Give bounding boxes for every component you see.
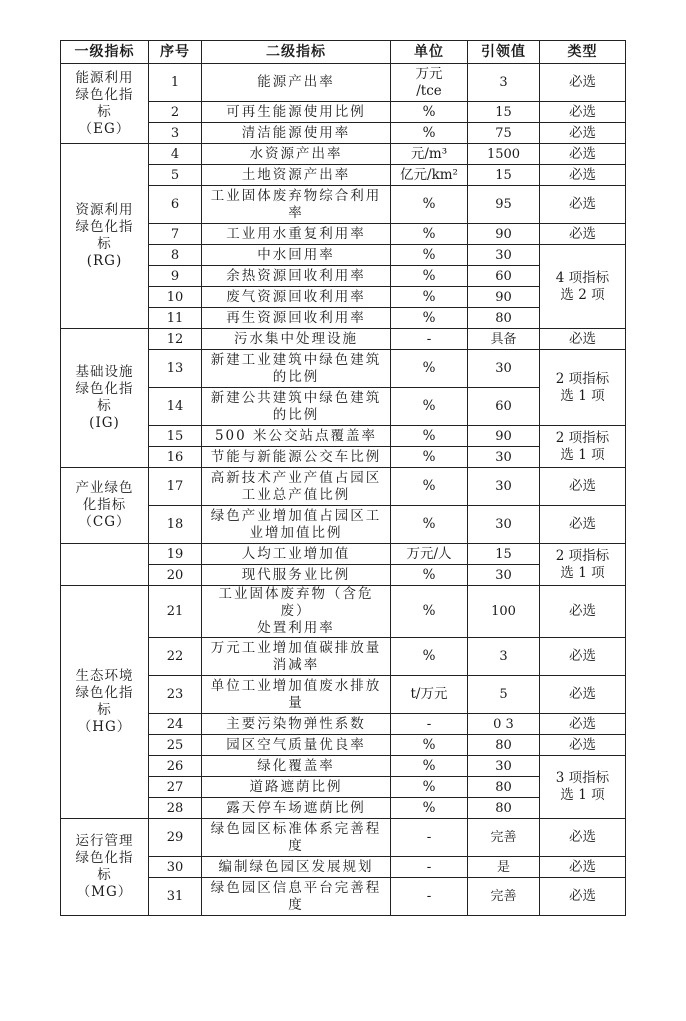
table-row	[61, 329, 626, 350]
unit-cell: %	[391, 798, 468, 819]
target-value-cell: 30	[468, 468, 540, 506]
type-cell: 必选	[540, 506, 626, 544]
type-cell: 3 项指标 选 1 项	[540, 756, 626, 819]
header-target-value: 引领值	[468, 41, 540, 64]
level2-indicator-cell: 再生资源回收利用率	[202, 308, 391, 329]
level2-indicator-cell: 废气资源回收利用率	[202, 287, 391, 308]
target-value-cell: 3	[468, 638, 540, 676]
serial-number-cell: 23	[149, 676, 202, 714]
unit-cell: %	[391, 506, 468, 544]
target-value-cell: 具备	[468, 329, 540, 350]
level2-indicator-cell: 绿色园区信息平台完善程 度	[202, 878, 391, 916]
type-cell: 必选	[540, 714, 626, 735]
serial-number-cell: 7	[149, 224, 202, 245]
level1-indicator-cell: 资源利用 绿色化指 标 (RG)	[61, 144, 149, 329]
level2-indicator-cell: 绿色园区标准体系完善程 度	[202, 819, 391, 857]
serial-number-cell: 20	[149, 565, 202, 586]
unit-cell: 万元/人	[391, 544, 468, 565]
type-cell: 必选	[540, 468, 626, 506]
serial-number-cell: 17	[149, 468, 202, 506]
serial-number-cell: 5	[149, 165, 202, 186]
table-row	[61, 819, 626, 857]
serial-number-cell: 30	[149, 857, 202, 878]
level2-indicator-cell: 土地资源产出率	[202, 165, 391, 186]
serial-number-cell: 14	[149, 388, 202, 426]
type-cell: 必选	[540, 329, 626, 350]
target-value-cell: 90	[468, 287, 540, 308]
serial-number-cell: 27	[149, 777, 202, 798]
level2-indicator-cell: 编制绿色园区发展规划	[202, 857, 391, 878]
target-value-cell: 3	[468, 64, 540, 102]
unit-cell: %	[391, 638, 468, 676]
unit-cell: -	[391, 857, 468, 878]
header-level2-indicator: 二级指标	[202, 41, 391, 64]
target-value-cell: 80	[468, 308, 540, 329]
type-cell: 2 项指标 选 1 项	[540, 426, 626, 468]
level2-indicator-cell: 万元工业增加值碳排放量 消减率	[202, 638, 391, 676]
unit-cell: -	[391, 878, 468, 916]
serial-number-cell: 3	[149, 123, 202, 144]
level2-indicator-cell: 水资源产出率	[202, 144, 391, 165]
unit-cell: %	[391, 350, 468, 388]
target-value-cell: 0 3	[468, 714, 540, 735]
unit-cell: %	[391, 266, 468, 287]
serial-number-cell: 9	[149, 266, 202, 287]
level2-indicator-cell: 工业用水重复利用率	[202, 224, 391, 245]
serial-number-cell: 22	[149, 638, 202, 676]
target-value-cell: 30	[468, 506, 540, 544]
serial-number-cell: 19	[149, 544, 202, 565]
type-cell: 4 项指标 选 2 项	[540, 245, 626, 329]
serial-number-cell: 8	[149, 245, 202, 266]
serial-number-cell: 31	[149, 878, 202, 916]
serial-number-cell: 6	[149, 186, 202, 224]
table-row	[61, 586, 626, 638]
serial-number-cell: 21	[149, 586, 202, 638]
type-cell: 必选	[540, 676, 626, 714]
serial-number-cell: 15	[149, 426, 202, 447]
unit-cell: %	[391, 123, 468, 144]
level2-indicator-cell: 道路遮荫比例	[202, 777, 391, 798]
unit-cell: t/万元	[391, 676, 468, 714]
unit-cell: %	[391, 756, 468, 777]
serial-number-cell: 10	[149, 287, 202, 308]
unit-cell: %	[391, 224, 468, 245]
level2-indicator-cell: 500 米公交站点覆盖率	[202, 426, 391, 447]
target-value-cell: 15	[468, 544, 540, 565]
unit-cell: %	[391, 586, 468, 638]
table-row	[61, 468, 626, 506]
serial-number-cell: 26	[149, 756, 202, 777]
target-value-cell: 90	[468, 224, 540, 245]
level2-indicator-cell: 污水集中处理设施	[202, 329, 391, 350]
type-cell: 必选	[540, 102, 626, 123]
header-row	[61, 41, 626, 64]
level2-indicator-cell: 可再生能源使用比例	[202, 102, 391, 123]
target-value-cell: 30	[468, 350, 540, 388]
header-unit: 单位	[391, 41, 468, 64]
target-value-cell: 80	[468, 735, 540, 756]
target-value-cell: 完善	[468, 878, 540, 916]
target-value-cell: 95	[468, 186, 540, 224]
unit-cell: %	[391, 308, 468, 329]
level2-indicator-cell: 园区空气质量优良率	[202, 735, 391, 756]
type-cell: 必选	[540, 586, 626, 638]
target-value-cell: 5	[468, 676, 540, 714]
target-value-cell: 30	[468, 756, 540, 777]
target-value-cell: 100	[468, 586, 540, 638]
level2-indicator-cell: 中水回用率	[202, 245, 391, 266]
level1-indicator-cell	[61, 544, 149, 586]
serial-number-cell: 24	[149, 714, 202, 735]
type-cell: 必选	[540, 224, 626, 245]
table-row	[61, 544, 626, 565]
type-cell: 必选	[540, 144, 626, 165]
target-value-cell: 15	[468, 102, 540, 123]
type-cell: 必选	[540, 64, 626, 102]
type-cell: 必选	[540, 819, 626, 857]
serial-number-cell: 28	[149, 798, 202, 819]
serial-number-cell: 16	[149, 447, 202, 468]
header-serial-number: 序号	[149, 41, 202, 64]
level1-indicator-cell: 运行管理 绿色化指 标 （MG）	[61, 819, 149, 916]
type-cell: 必选	[540, 878, 626, 916]
unit-cell: %	[391, 468, 468, 506]
unit-cell: 元/m³	[391, 144, 468, 165]
target-value-cell: 1500	[468, 144, 540, 165]
unit-cell: %	[391, 186, 468, 224]
header-level1-indicator: 一级指标	[61, 41, 149, 64]
type-cell: 2 项指标 选 1 项	[540, 544, 626, 586]
serial-number-cell: 29	[149, 819, 202, 857]
serial-number-cell: 2	[149, 102, 202, 123]
serial-number-cell: 1	[149, 64, 202, 102]
type-cell: 2 项指标 选 1 项	[540, 350, 626, 426]
type-cell: 必选	[540, 638, 626, 676]
type-cell: 必选	[540, 186, 626, 224]
unit-cell: %	[391, 565, 468, 586]
level2-indicator-cell: 单位工业增加值废水排放 量	[202, 676, 391, 714]
serial-number-cell: 12	[149, 329, 202, 350]
unit-cell: 亿元/km²	[391, 165, 468, 186]
level1-indicator-cell: 基础设施 绿色化指 标 (IG)	[61, 329, 149, 468]
unit-cell: %	[391, 102, 468, 123]
level2-indicator-cell: 现代服务业比例	[202, 565, 391, 586]
indicator-table	[60, 40, 626, 916]
level2-indicator-cell: 露天停车场遮荫比例	[202, 798, 391, 819]
unit-cell: %	[391, 388, 468, 426]
unit-cell: -	[391, 819, 468, 857]
level1-indicator-cell: 生态环境 绿色化指 标 （HG）	[61, 586, 149, 819]
serial-number-cell: 25	[149, 735, 202, 756]
type-cell: 必选	[540, 165, 626, 186]
level2-indicator-cell: 工业固体废弃物（含危废） 处置利用率	[202, 586, 391, 638]
target-value-cell: 30	[468, 447, 540, 468]
level2-indicator-cell: 人均工业增加值	[202, 544, 391, 565]
target-value-cell: 90	[468, 426, 540, 447]
header-type: 类型	[540, 41, 626, 64]
level1-indicator-cell: 产业绿色 化指标 （CG）	[61, 468, 149, 544]
serial-number-cell: 13	[149, 350, 202, 388]
level2-indicator-cell: 余热资源回收利用率	[202, 266, 391, 287]
level2-indicator-cell: 绿化覆盖率	[202, 756, 391, 777]
level2-indicator-cell: 新建工业建筑中绿色建筑 的比例	[202, 350, 391, 388]
unit-cell: %	[391, 245, 468, 266]
target-value-cell: 75	[468, 123, 540, 144]
table-row	[61, 64, 626, 102]
serial-number-cell: 11	[149, 308, 202, 329]
unit-cell: %	[391, 777, 468, 798]
target-value-cell: 80	[468, 798, 540, 819]
table-row	[61, 144, 626, 165]
level2-indicator-cell: 清洁能源使用率	[202, 123, 391, 144]
level2-indicator-cell: 绿色产业增加值占园区工 业增加值比例	[202, 506, 391, 544]
unit-cell: %	[391, 735, 468, 756]
level2-indicator-cell: 高新技术产业产值占园区 工业总产值比例	[202, 468, 391, 506]
target-value-cell: 80	[468, 777, 540, 798]
level2-indicator-cell: 能源产出率	[202, 64, 391, 102]
table-body	[61, 64, 626, 916]
target-value-cell: 60	[468, 388, 540, 426]
type-cell: 必选	[540, 735, 626, 756]
target-value-cell: 15	[468, 165, 540, 186]
serial-number-cell: 18	[149, 506, 202, 544]
unit-cell: %	[391, 426, 468, 447]
type-cell: 必选	[540, 123, 626, 144]
target-value-cell: 30	[468, 245, 540, 266]
target-value-cell: 30	[468, 565, 540, 586]
target-value-cell: 是	[468, 857, 540, 878]
target-value-cell: 60	[468, 266, 540, 287]
type-cell: 必选	[540, 857, 626, 878]
level1-indicator-cell: 能源利用 绿色化指 标 （EG）	[61, 64, 149, 144]
unit-cell: -	[391, 714, 468, 735]
unit-cell: 万元 /tce	[391, 64, 468, 102]
level2-indicator-cell: 主要污染物弹性系数	[202, 714, 391, 735]
serial-number-cell: 4	[149, 144, 202, 165]
level2-indicator-cell: 节能与新能源公交车比例	[202, 447, 391, 468]
unit-cell: %	[391, 447, 468, 468]
unit-cell: -	[391, 329, 468, 350]
level2-indicator-cell: 工业固体废弃物综合利用 率	[202, 186, 391, 224]
level2-indicator-cell: 新建公共建筑中绿色建筑 的比例	[202, 388, 391, 426]
unit-cell: %	[391, 287, 468, 308]
target-value-cell: 完善	[468, 819, 540, 857]
